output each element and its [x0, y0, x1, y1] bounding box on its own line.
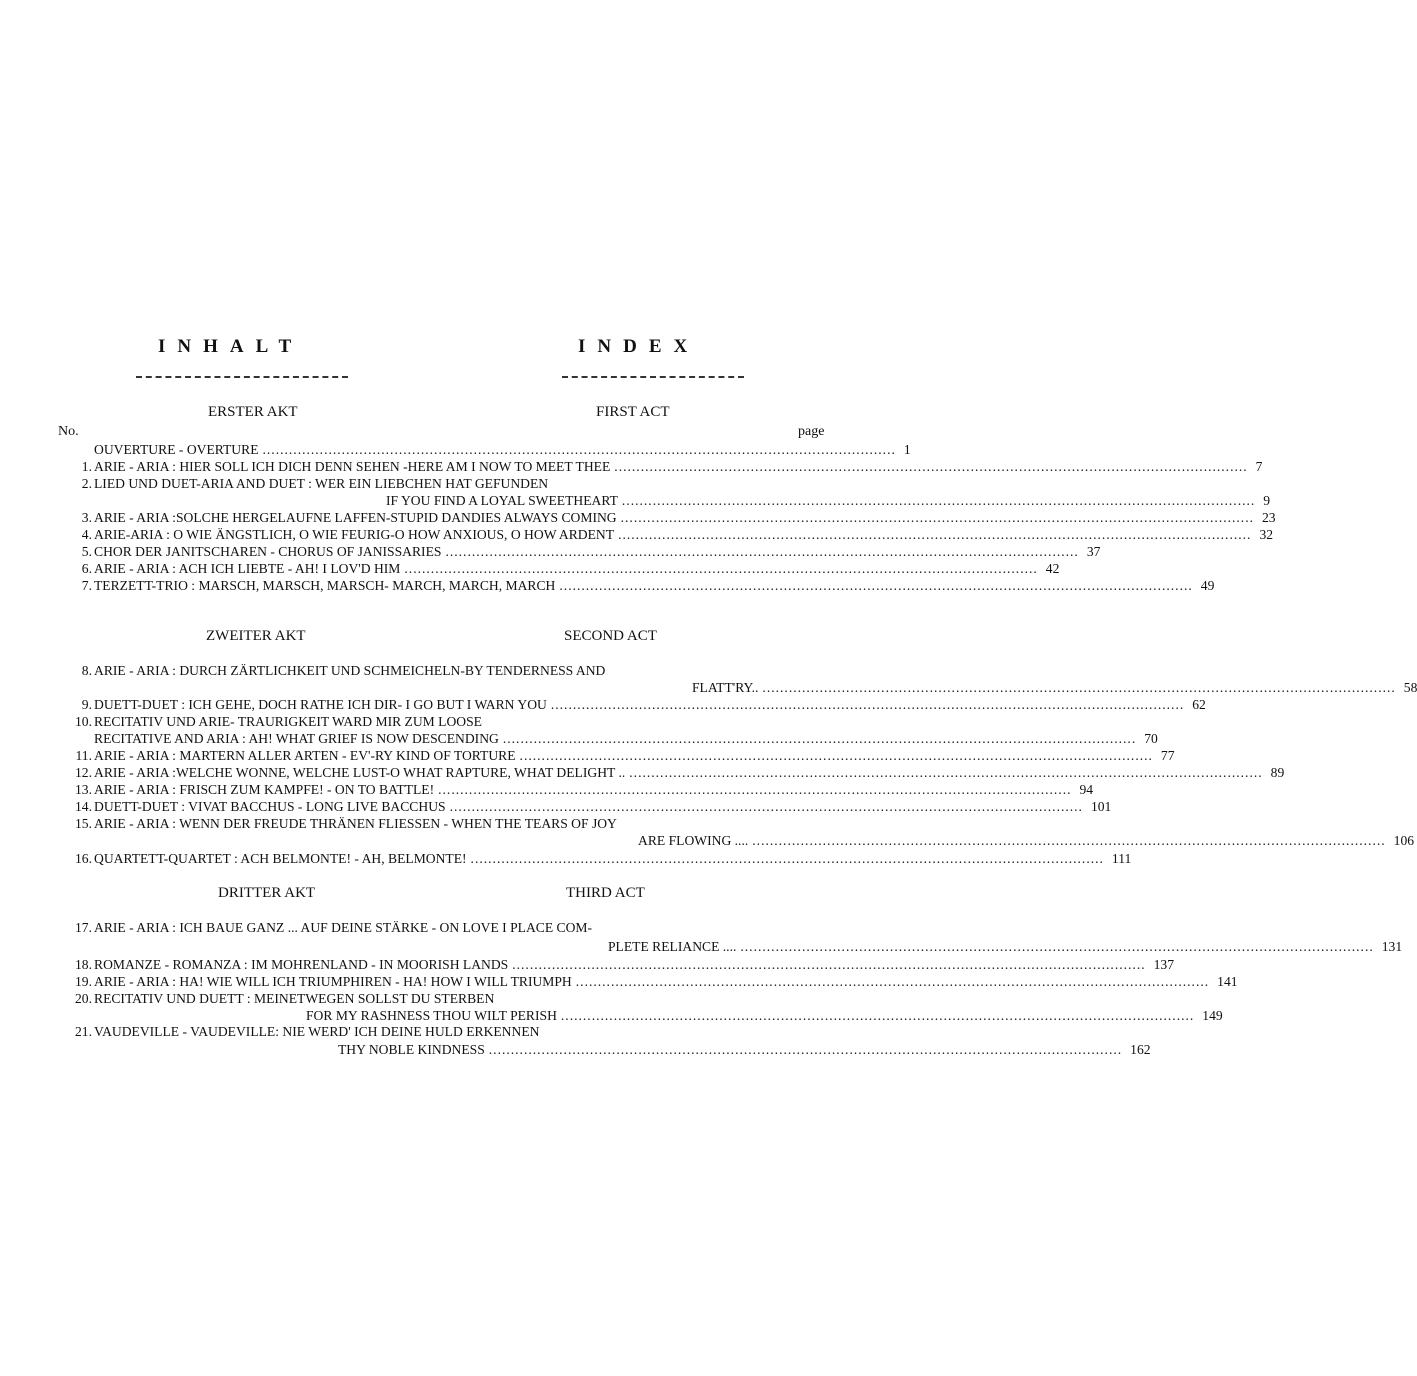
- heading-rule-en: [562, 376, 744, 378]
- leader-dots: [758, 679, 1395, 696]
- entry-page-number: 89: [1270, 765, 1285, 780]
- index-entry: [58, 560, 1060, 577]
- entry-page-number: 101: [1090, 799, 1112, 814]
- leader-dots: [467, 850, 1104, 867]
- entry-page-number: 141: [1217, 974, 1238, 989]
- index-entry: [58, 577, 1215, 594]
- index-entry: [58, 919, 822, 936]
- entry-number: 16.: [75, 851, 92, 866]
- index-entry: [58, 764, 1285, 781]
- leader-dots: [400, 560, 1037, 577]
- entry-title: ARIE - ARIA : HIER SOLL ICH DICH DENN SEHEN -HERE AM I NOW TO MEET THEE: [94, 459, 611, 474]
- index-entry: [58, 475, 822, 492]
- index-entry: [58, 956, 1174, 973]
- entry-title: DUETT-DUET : VIVAT BACCHUS - LONG LIVE BACCHUS: [94, 799, 446, 814]
- entry-title: ARIE - ARIA : ICH BAUE GANZ ... AUF DEINE STÄRKE - ON LOVE I PLACE COM-: [94, 920, 593, 935]
- entry-title: ARIE - ARIA :WELCHE WONNE, WELCHE LUST-O WHAT RAPTURE, WHAT DELIGHT ..: [94, 765, 626, 780]
- act-1-title-de: ERSTER AKT: [208, 404, 298, 420]
- entry-page-number: 37: [1086, 544, 1101, 559]
- entry-title: ARIE - ARIA : DURCH ZÄRTLICHKEIT UND SCHMEICHELN-BY TENDERNESS AND: [94, 663, 606, 678]
- entry-page-number: 94: [1079, 782, 1094, 797]
- entry-page-number: 32: [1259, 527, 1274, 542]
- index-entry: [336, 1041, 1151, 1058]
- leader-dots: [516, 747, 1153, 764]
- leader-dots: [508, 956, 1145, 973]
- entry-title: ARIE - ARIA : FRISCH ZUM KAMPFE! - ON TO BATTLE!: [94, 782, 435, 797]
- index-entry: [636, 832, 1415, 849]
- entry-page-number: 7: [1255, 459, 1263, 474]
- entry-title: ARIE - ARIA : ACH ICH LIEBTE - AH! I LOV'D HIM: [94, 561, 401, 576]
- index-entry: [58, 543, 1101, 560]
- entry-page-number: 77: [1160, 748, 1175, 763]
- entry-page-number: 42: [1045, 561, 1060, 576]
- entry-page-number: 149: [1202, 1008, 1223, 1023]
- leader-dots: [259, 441, 896, 458]
- entry-title: ARIE - ARIA : MARTERN ALLER ARTEN - EV'-RY KIND OF TORTURE: [94, 748, 516, 763]
- entry-title: VAUDEVILLE - VAUDEVILLE: NIE WERD' ICH DEINE HULD ERKENNEN: [94, 1024, 540, 1039]
- index-entry: [304, 1007, 1223, 1024]
- entry-title: DUETT-DUET : ICH GEHE, DOCH RATHE ICH DIR- I GO BUT I WARN YOU: [94, 697, 547, 712]
- index-entry: [58, 973, 1238, 990]
- index-entry: [58, 1023, 822, 1040]
- entry-number: 18.: [75, 957, 92, 972]
- entry-title: ARIE-ARIA : O WIE ÄNGSTLICH, O WIE FEURIG-O HOW ANXIOUS, O HOW ARDENT: [94, 527, 615, 542]
- heading-inhalt: INHALT: [158, 336, 304, 357]
- index-entry: [58, 662, 822, 679]
- leader-dots: [736, 938, 1373, 955]
- entry-title: RECITATIV UND ARIE- TRAURIGKEIT WARD MIR ZUM LOOSE: [94, 714, 482, 729]
- index-entry: [92, 730, 1158, 747]
- entry-number: 3.: [81, 510, 92, 525]
- entry-title: FOR MY RASHNESS THOU WILT PERISH: [306, 1008, 557, 1023]
- index-entry: [58, 798, 1112, 815]
- entry-page-number: 111: [1111, 851, 1132, 866]
- entry-number: 14.: [75, 799, 92, 814]
- leader-dots: [441, 543, 1078, 560]
- entry-number: 10.: [75, 714, 92, 729]
- index-entry: [384, 492, 1271, 509]
- entry-page-number: 131: [1381, 939, 1403, 954]
- leader-dots: [572, 973, 1209, 990]
- entry-title: QUARTETT-QUARTET : ACH BELMONTE! - AH, BELMONTE!: [94, 851, 467, 866]
- entry-page-number: 62: [1192, 697, 1206, 712]
- leader-dots: [625, 764, 1262, 781]
- entry-number: 13.: [75, 782, 92, 797]
- entry-number: 2.: [81, 476, 92, 491]
- heading-rule-de: [136, 376, 348, 378]
- leader-dots: [485, 1041, 1122, 1058]
- entry-page-number: 137: [1153, 957, 1174, 972]
- leader-dots: [434, 781, 1071, 798]
- entry-page-number: 9: [1263, 493, 1271, 508]
- column-label-page: page: [798, 424, 825, 439]
- leader-dots: [555, 577, 1192, 594]
- heading-index: INDEX: [578, 336, 700, 357]
- entry-page-number: 162: [1130, 1042, 1151, 1057]
- entry-page-number: 58: [1403, 680, 1417, 695]
- entry-title: IF YOU FIND A LOYAL SWEETHEART: [386, 493, 618, 508]
- entry-page-number: 23: [1262, 510, 1276, 525]
- leader-dots: [557, 1007, 1194, 1024]
- entry-title: CHOR DER JANITSCHAREN - CHORUS OF JANISSARIES: [94, 544, 442, 559]
- index-entry: [58, 815, 822, 832]
- entry-page-number: 49: [1200, 578, 1215, 593]
- act-2-title-de: ZWEITER AKT: [206, 628, 306, 644]
- column-label-no: No.: [58, 424, 79, 439]
- entry-title: ARIE - ARIA :SOLCHE HERGELAUFNE LAFFEN-STUPID DANDIES ALWAYS COMING: [94, 510, 617, 525]
- entry-title: ARE FLOWING ....: [638, 833, 749, 848]
- act-2-title-en: SECOND ACT: [564, 628, 657, 644]
- leader-dots: [610, 458, 1247, 475]
- index-entry: [690, 679, 1417, 696]
- index-entry: [58, 990, 822, 1007]
- index-entry: [58, 850, 1132, 867]
- entry-title: RECITATIVE AND ARIA : AH! WHAT GRIEF IS NOW DESCENDING: [94, 731, 499, 746]
- entry-title: THY NOBLE KINDNESS: [338, 1042, 485, 1057]
- leader-dots: [446, 798, 1083, 815]
- entry-title: OUVERTURE - OVERTURE: [94, 442, 259, 457]
- entry-number: 9.: [81, 697, 92, 712]
- leader-dots: [618, 492, 1255, 509]
- leader-dots: [617, 509, 1254, 526]
- act-3-title-de: DRITTER AKT: [218, 885, 316, 901]
- entry-number: 8.: [81, 663, 92, 678]
- index-entry: [606, 938, 1403, 955]
- index-entry: [58, 509, 1276, 526]
- entry-title: PLETE RELIANCE ....: [608, 939, 737, 954]
- entry-number: 19.: [75, 974, 92, 989]
- index-entry: [58, 696, 1206, 713]
- entry-title: LIED UND DUET-ARIA AND DUET : WER EIN LIEBCHEN HAT GEFUNDEN: [94, 476, 549, 491]
- entry-number: 5.: [81, 544, 92, 559]
- index-entry: [58, 441, 911, 458]
- index-entry: [58, 713, 822, 730]
- entry-number: 17.: [75, 920, 92, 935]
- index-entry: [58, 747, 1175, 764]
- entry-number: 7.: [81, 578, 92, 593]
- entry-number: 6.: [81, 561, 92, 576]
- index-entry: [58, 458, 1263, 475]
- entry-number: 21.: [75, 1024, 92, 1039]
- index-entry: [58, 526, 1274, 543]
- index-entry: [58, 781, 1094, 798]
- entry-number: 4.: [81, 527, 92, 542]
- leader-dots: [499, 730, 1136, 747]
- entry-page-number: 70: [1144, 731, 1158, 746]
- entry-page-number: 1: [903, 442, 911, 457]
- entry-title: ROMANZE - ROMANZA : IM MOHRENLAND - IN MOORISH LANDS: [94, 957, 509, 972]
- entry-number: 20.: [75, 991, 92, 1006]
- act-1-title-en: FIRST ACT: [596, 404, 670, 420]
- entry-number: 15.: [75, 816, 92, 831]
- leader-dots: [748, 832, 1385, 849]
- leader-dots: [547, 696, 1184, 713]
- entry-number: 12.: [75, 765, 92, 780]
- entry-title: ARIE - ARIA : HA! WIE WILL ICH TRIUMPHIREN - HA! HOW I WILL TRIUMPH: [94, 974, 572, 989]
- entry-title: ARIE - ARIA : WENN DER FREUDE THRÄNEN FLIESSEN - WHEN THE TEARS OF JOY: [94, 816, 617, 831]
- entry-title: FLATT'RY..: [692, 680, 759, 695]
- entry-title: TERZETT-TRIO : MARSCH, MARSCH, MARSCH- MARCH, MARCH, MARCH: [94, 578, 556, 593]
- entry-number: 1.: [81, 459, 92, 474]
- entry-number: 11.: [75, 748, 92, 763]
- leader-dots: [614, 526, 1251, 543]
- entry-page-number: 106: [1393, 833, 1415, 848]
- entry-title: RECITATIV UND DUETT : MEINETWEGEN SOLLST DU STERBEN: [94, 991, 495, 1006]
- act-3-title-en: THIRD ACT: [566, 885, 645, 901]
